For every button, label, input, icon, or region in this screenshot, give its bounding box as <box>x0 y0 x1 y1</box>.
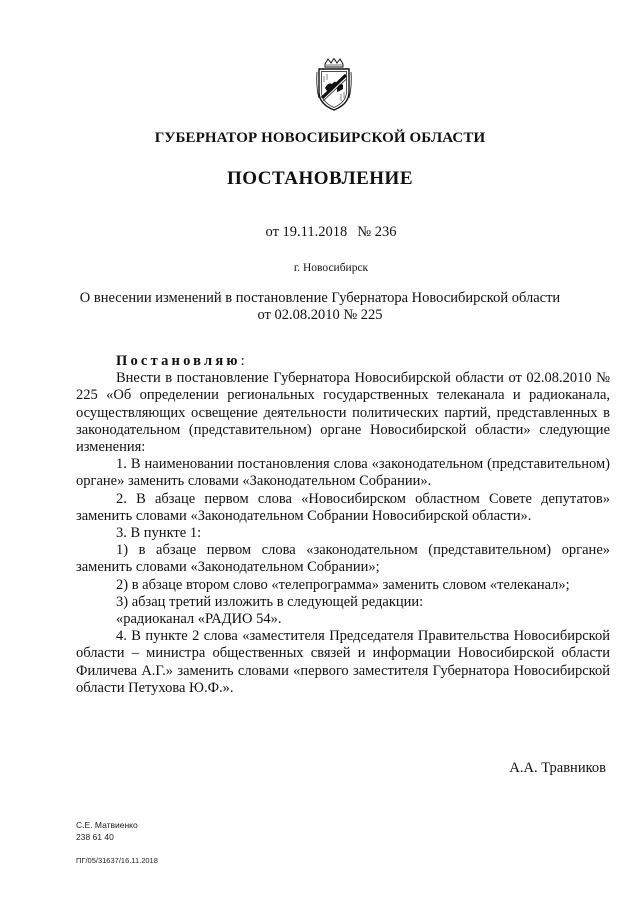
executor-phone: 238 61 40 <box>76 832 114 842</box>
governor-signature: А.А. Травников <box>509 760 606 776</box>
item-3-3: 3) абзац третий изложить в следующей редакции: <box>116 593 424 610</box>
executor-name: С.Е. Матвиенко <box>76 820 138 830</box>
document-subject <box>0 290 640 324</box>
item-2: 2. В абзаце первом слова «Новосибирском областном Совете депутатов» заменить словами «Законодательном Собрании Новосибирской области». <box>76 490 610 524</box>
document-body <box>76 353 610 697</box>
document-type-title: ПОСТАНОВЛЕНИЕ <box>226 168 414 189</box>
subject-line-1: О внесении изменений в постановление Губернатора Новосибирской области <box>79 290 561 306</box>
item-3-1: 1) в абзаце первом слова «законодательном (представительном) органе» заменить словами «Законодательном Собрании»; <box>76 542 610 576</box>
document-code: ПГ/05/31637/16.11.2018 <box>76 856 158 865</box>
document-date: от 19.11.2018 <box>265 224 348 240</box>
subject-line-2: от 02.08.2010 № 225 <box>257 307 383 323</box>
resolves-heading: Постановляю: <box>116 353 245 369</box>
item-4: 4. В пункте 2 слова «заместителя Председателя Правительства Новосибирской области – министра общественных связей и информации Новосибирской области Филичева А.Г.» заменить словами «первого заместителя Губернатора Новосибирской области Петухова Ю.Ф.». <box>76 628 610 696</box>
coat-of-arms-icon <box>316 58 352 112</box>
document-city: г. Новосибирск <box>293 262 369 274</box>
document-number: № 236 <box>357 224 397 240</box>
item-3: 3. В пункте 1: <box>116 525 202 542</box>
document-date-number <box>0 224 640 241</box>
intro-paragraph: Внести в постановление Губернатора Новосибирской области от 02.08.2010 № 225 «Об определении региональных государственных телеканала и радиоканала, осуществляющих освещение деятельности политических партий, представленных в законодательном (представительном) органе Новосибирской области» следующие изменения: <box>76 370 610 456</box>
issuing-authority: ГУБЕРНАТОР НОВОСИБИРСКОЙ ОБЛАСТИ <box>154 130 486 146</box>
item-1: 1. В наименовании постановления слова «законодательном (представительном) органе» заменить словами «Законодательном Собрании». <box>76 456 610 490</box>
item-3-2: 2) в абзаце втором слово «телепрограмма» заменить словом «телеканал»; <box>116 576 570 593</box>
item-3-3-text: «радиоканал «РАДИО 54». <box>116 611 282 628</box>
